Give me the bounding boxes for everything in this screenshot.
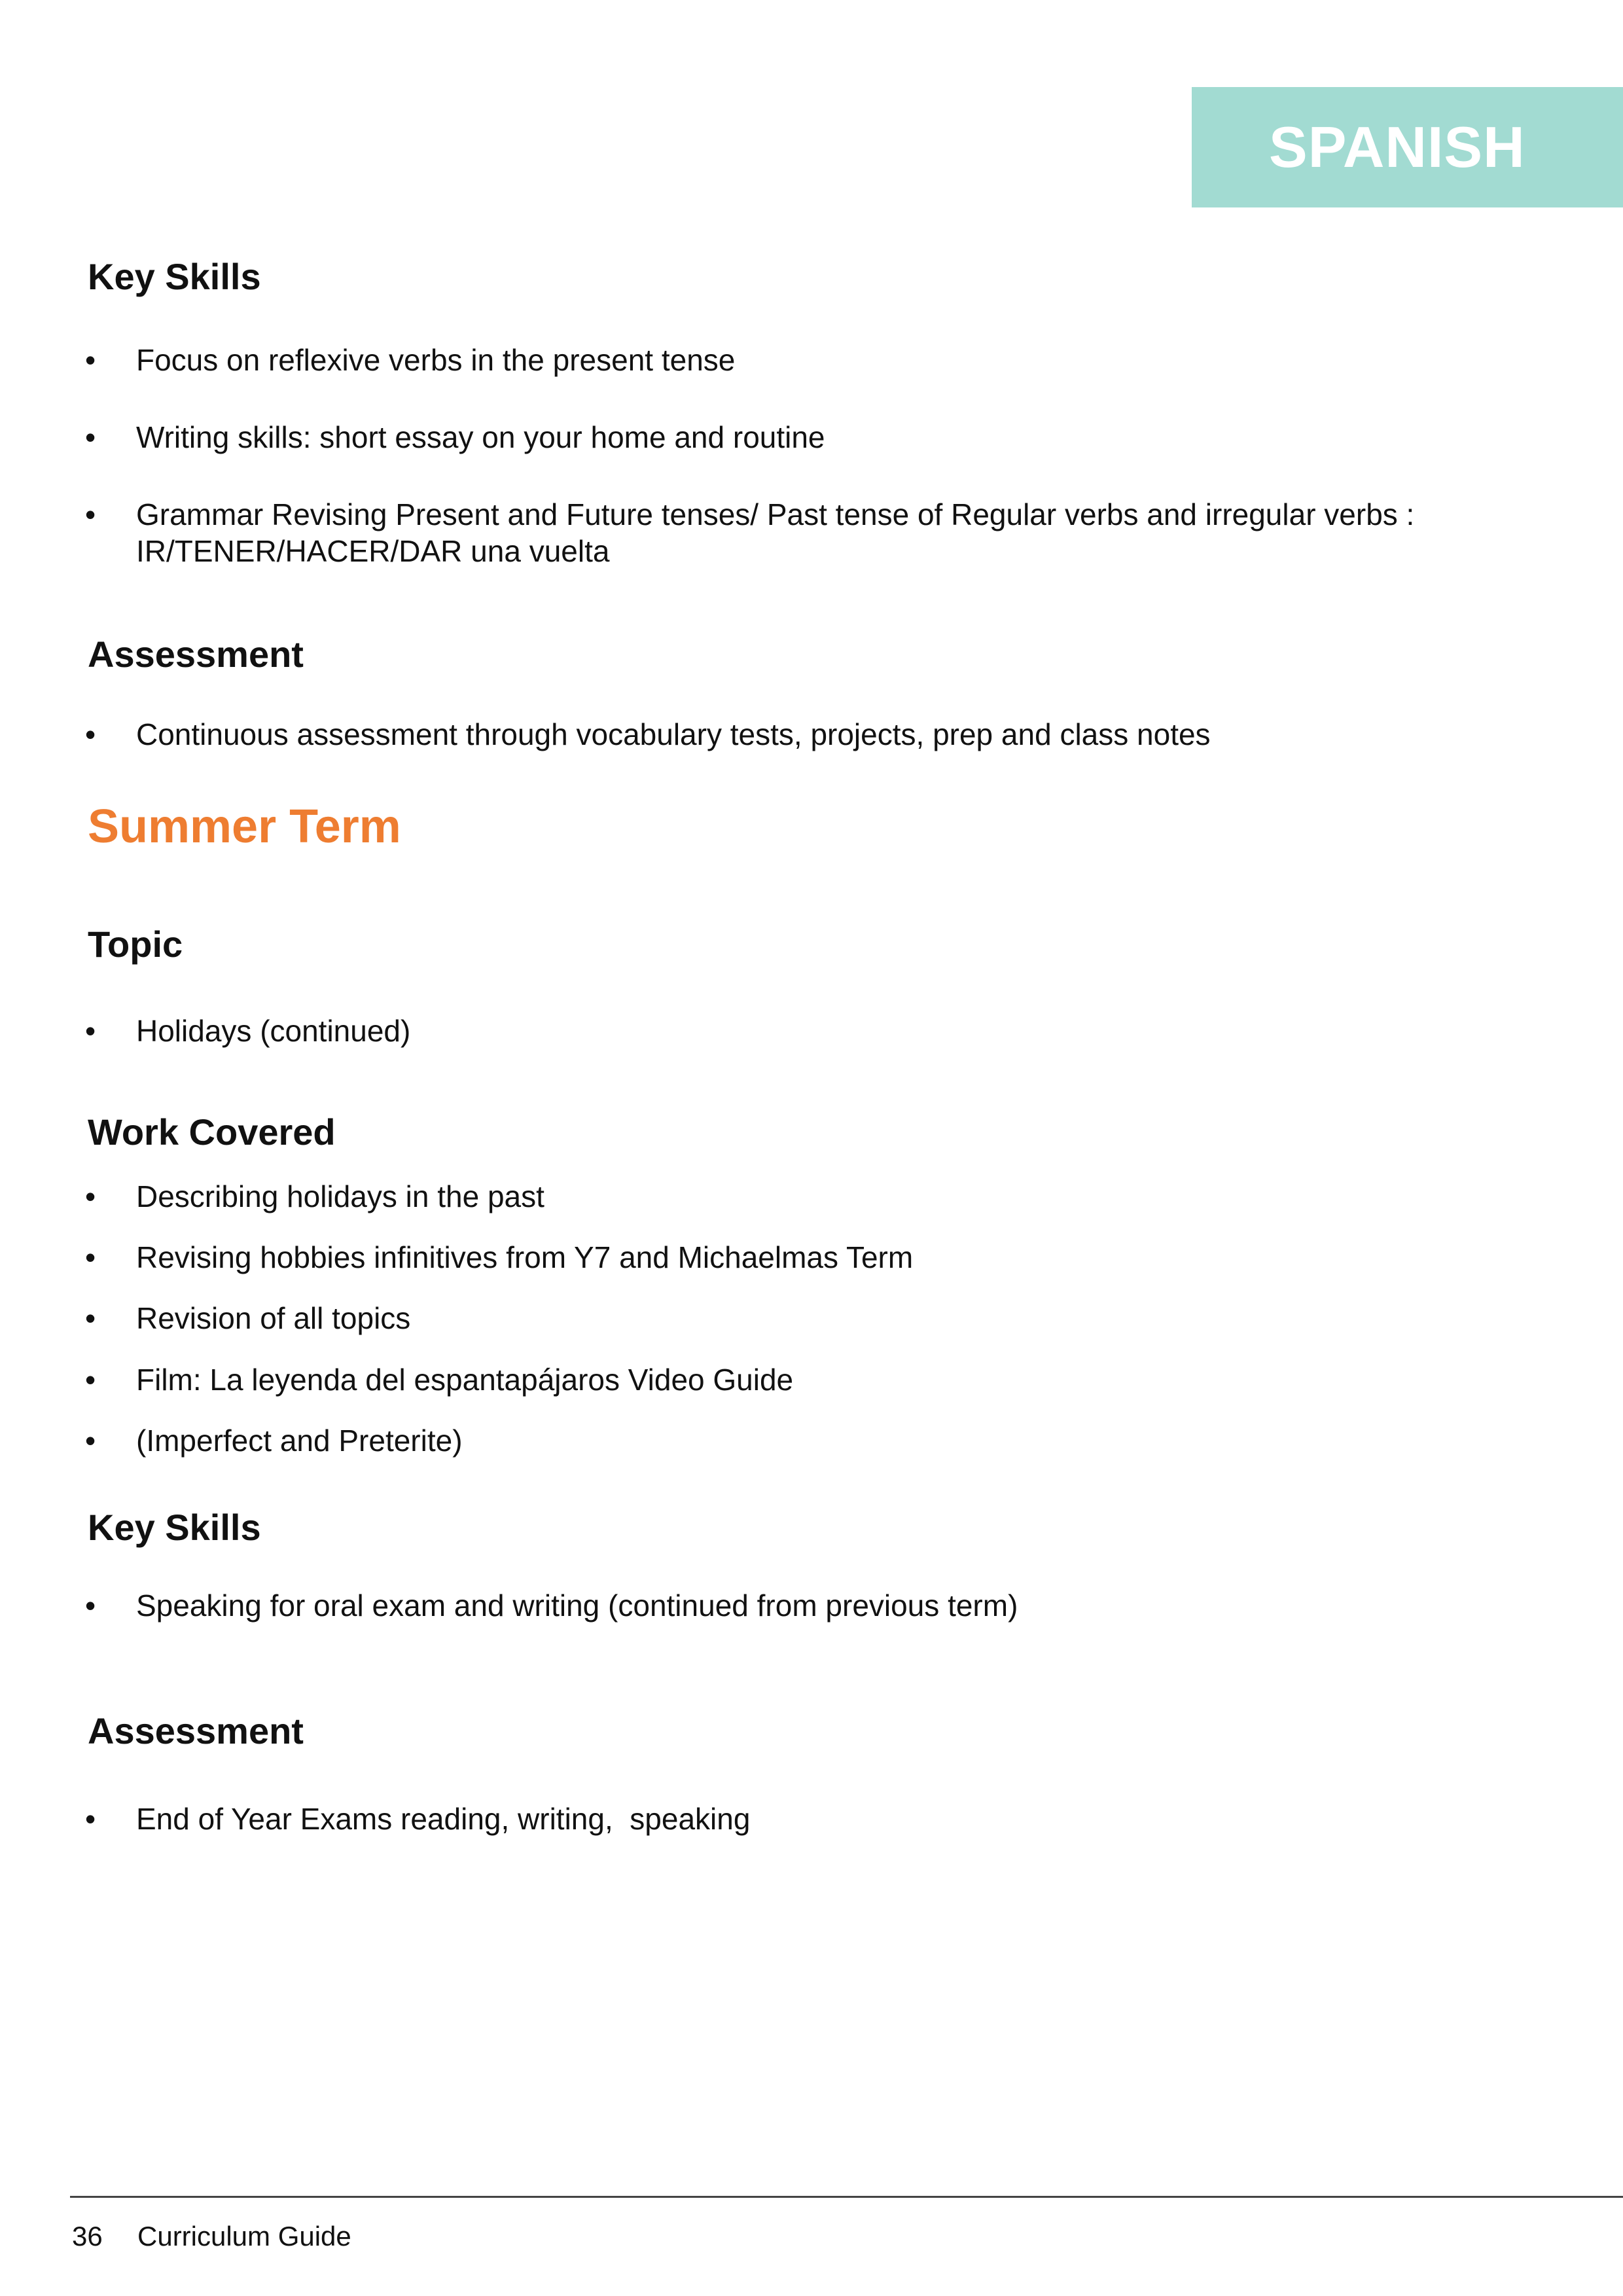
list-item bbox=[85, 1178, 1492, 1215]
assessment-heading: Assessment bbox=[88, 634, 304, 675]
bullet-icon: • bbox=[85, 1301, 96, 1335]
list-item bbox=[85, 1361, 1492, 1398]
list-item bbox=[85, 1239, 1492, 1276]
list-item-text: Focus on reflexive verbs in the present tense bbox=[136, 343, 736, 377]
key-skills-heading: Key Skills bbox=[88, 1507, 261, 1548]
subject-tab bbox=[1192, 87, 1623, 207]
work-covered-heading: Work Covered bbox=[88, 1111, 336, 1153]
list-item-text: Writing skills: short essay on your home and routine bbox=[136, 420, 825, 454]
list-item-text: Revision of all topics bbox=[136, 1301, 411, 1335]
page-number: 36 bbox=[72, 2221, 103, 2251]
bullet-icon: • bbox=[85, 717, 96, 751]
key-skills-heading: Key Skills bbox=[88, 256, 261, 297]
list-item bbox=[85, 716, 1492, 753]
list-item bbox=[85, 496, 1492, 569]
bullet-icon: • bbox=[85, 1802, 96, 1836]
bullet-icon: • bbox=[85, 420, 96, 454]
list-item-text: Film: La leyenda del espantapájaros Video Guide bbox=[136, 1363, 794, 1397]
summer-term-title: Summer Term bbox=[88, 800, 401, 853]
footer-divider bbox=[70, 2196, 1623, 2198]
list-item bbox=[85, 1422, 1492, 1459]
bullet-icon: • bbox=[85, 1014, 96, 1048]
list-item bbox=[85, 1013, 1492, 1049]
bullet-icon: • bbox=[85, 1588, 96, 1623]
list-item bbox=[85, 419, 1492, 456]
bullet-icon: • bbox=[85, 343, 96, 377]
bullet-icon: • bbox=[85, 1424, 96, 1458]
footer-document-title: Curriculum Guide bbox=[137, 2221, 351, 2251]
list-item-text: Describing holidays in the past bbox=[136, 1179, 544, 1213]
topic-heading: Topic bbox=[88, 924, 183, 965]
list-item bbox=[85, 1801, 1492, 1837]
list-item-text: Revising hobbies infinitives from Y7 and Michaelmas Term bbox=[136, 1240, 914, 1274]
list-item-text: Grammar Revising Present and Future tenses/ Past tense of Regular verbs and irregular verbs : IR/TENER/HACER/DAR una vuelta bbox=[136, 497, 1415, 568]
list-item-text: Speaking for oral exam and writing (continued from previous term) bbox=[136, 1588, 1018, 1623]
bullet-icon: • bbox=[85, 1179, 96, 1213]
assessment-heading: Assessment bbox=[88, 1710, 304, 1751]
bullet-icon: • bbox=[85, 497, 96, 531]
list-item bbox=[85, 1587, 1492, 1624]
list-item-text: End of Year Exams reading, writing, speaking bbox=[136, 1802, 751, 1836]
list-item bbox=[85, 1300, 1492, 1336]
list-item-text: Holidays (continued) bbox=[136, 1014, 411, 1048]
list-item bbox=[85, 342, 1492, 378]
list-item-text: (Imperfect and Preterite) bbox=[136, 1424, 463, 1458]
subject-tab-label: SPANISH bbox=[1269, 115, 1525, 179]
bullet-icon: • bbox=[85, 1240, 96, 1274]
bullet-icon: • bbox=[85, 1363, 96, 1397]
list-item-text: Continuous assessment through vocabulary tests, projects, prep and class notes bbox=[136, 717, 1211, 751]
